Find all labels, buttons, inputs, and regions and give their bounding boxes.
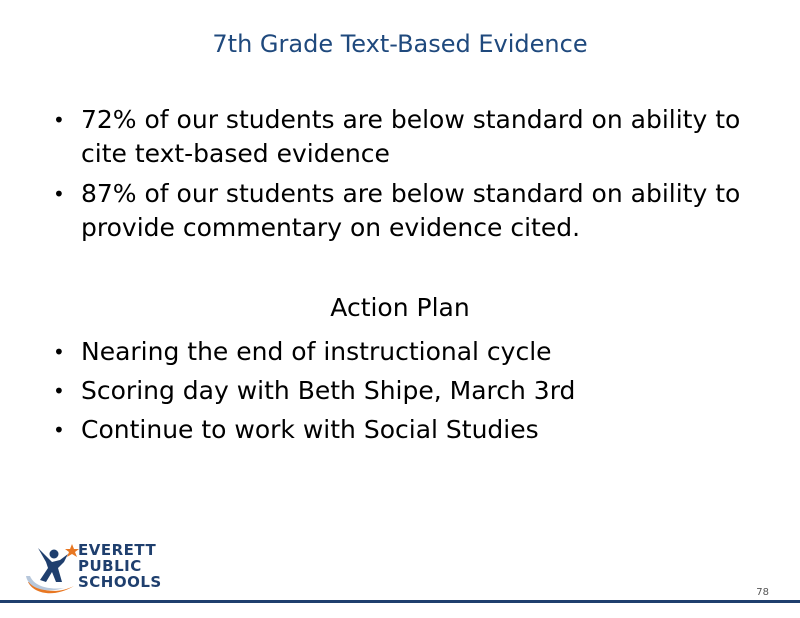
bullet-text: 72% of our students are below standard on ability to cite text-based evidence [81,105,741,168]
logo-line-3: SCHOOLS [78,573,162,591]
bullet-icon: • [53,418,65,442]
list-item [50,177,750,245]
bullet-list-findings [50,103,750,251]
bullet-icon: • [53,182,65,206]
bullet-text: 87% of our students are below standard on ability to provide commentary on evidence cited. [81,179,741,242]
bullet-text: Continue to work with Social Studies [81,415,539,444]
logo-wordmark [78,542,162,590]
bullet-icon: • [53,340,65,364]
list-item [50,413,750,447]
list-item [50,335,750,369]
everett-public-schools-logo [24,542,184,600]
bullet-text: Nearing the end of instructional cycle [81,337,552,366]
bullet-icon: • [53,379,65,403]
page-number: 78 [756,587,769,598]
slide-title: 7th Grade Text-Based Evidence [212,30,588,58]
action-plan-heading: Action Plan [330,293,470,322]
person-star-logo-icon [24,542,84,600]
bullet-list-action-plan [50,335,750,452]
list-item [50,374,750,408]
bullet-text: Scoring day with Beth Shipe, March 3rd [81,376,576,405]
footer-rule [0,600,800,603]
logo-line-2: PUBLIC [78,557,142,575]
bullet-icon: • [53,108,65,132]
logo-line-1: EVERETT [78,541,157,559]
list-item [50,103,750,171]
